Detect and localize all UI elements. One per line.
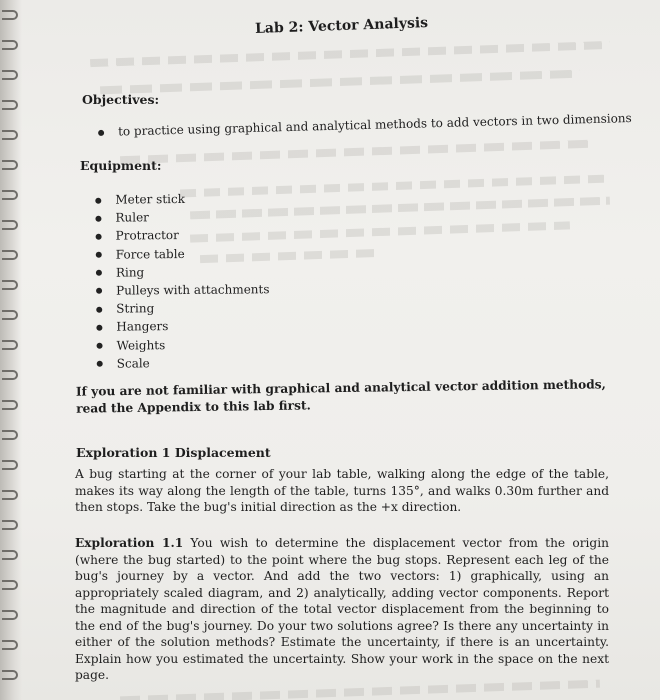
list-item: Pulleys with attachments (96, 280, 270, 300)
appendix-note: If you are not familiar with graphical and analytical vector addition methods, read the Appendix to this lab first. (75, 377, 606, 416)
page-title: Lab 2: Vector Analysis (254, 14, 429, 38)
list-item: Hangers (96, 317, 270, 337)
list-item: Weights (96, 335, 270, 355)
exploration-1-1-paragraph (75, 535, 609, 684)
list-item: Protractor (96, 226, 270, 246)
equipment-heading: Equipment: (80, 158, 162, 173)
list-item: Meter stick (95, 189, 269, 209)
spiral-binding (0, 0, 22, 700)
bullet-icon (96, 325, 102, 331)
equipment-list (95, 189, 270, 372)
exploration-1-1-label: Exploration 1.1 (75, 536, 184, 550)
bullet-icon (95, 197, 101, 203)
bullet-icon (98, 129, 104, 135)
list-item: String (96, 298, 270, 318)
objective-item (98, 111, 632, 139)
objective-text: to practice using graphical and analytical methods to add vectors in two dimensions (117, 111, 632, 139)
exploration-1-heading: Exploration 1 Displacement (76, 445, 271, 460)
list-item: Ring (96, 262, 270, 282)
bullet-icon (96, 288, 102, 294)
exploration-1-1-text: You wish to determine the displacement vector from the origin (where the bug started) to the point where the bug stops. Represent each leg of the bug's journey by a vector. And add the two vectors: 1) graphically, using an appropriately scaled diagram, and 2) analytically, adding vector components. Report the magnitude and direction of the total vector displacement from the beginning to the end of the bug's journey. Do your two solutions agree? Is there any uncertainty in either of the solution methods? Estimate the uncertainty, if there is an uncertainty. Explain how you estimated the uncertainty. Show your work in the space on the next page. (75, 536, 609, 682)
objectives-heading: Objectives: (82, 92, 160, 107)
list-item: Scale (97, 353, 271, 373)
bullet-icon (97, 343, 103, 349)
bullet-icon (96, 252, 102, 258)
list-item: Ruler (95, 207, 269, 227)
bullet-icon (96, 234, 102, 240)
bullet-icon (96, 306, 102, 312)
bullet-icon (97, 361, 103, 367)
list-item: Force table (96, 244, 270, 264)
bullet-icon (95, 215, 101, 221)
exploration-1-text: A bug starting at the corner of your lab table, walking along the edge of the table, makes its way along the length of the table, turns 135°, and walks 0.30m further and then stops. Take the bug's initial direction as the +x direction. (75, 467, 609, 514)
bullet-icon (96, 270, 102, 276)
